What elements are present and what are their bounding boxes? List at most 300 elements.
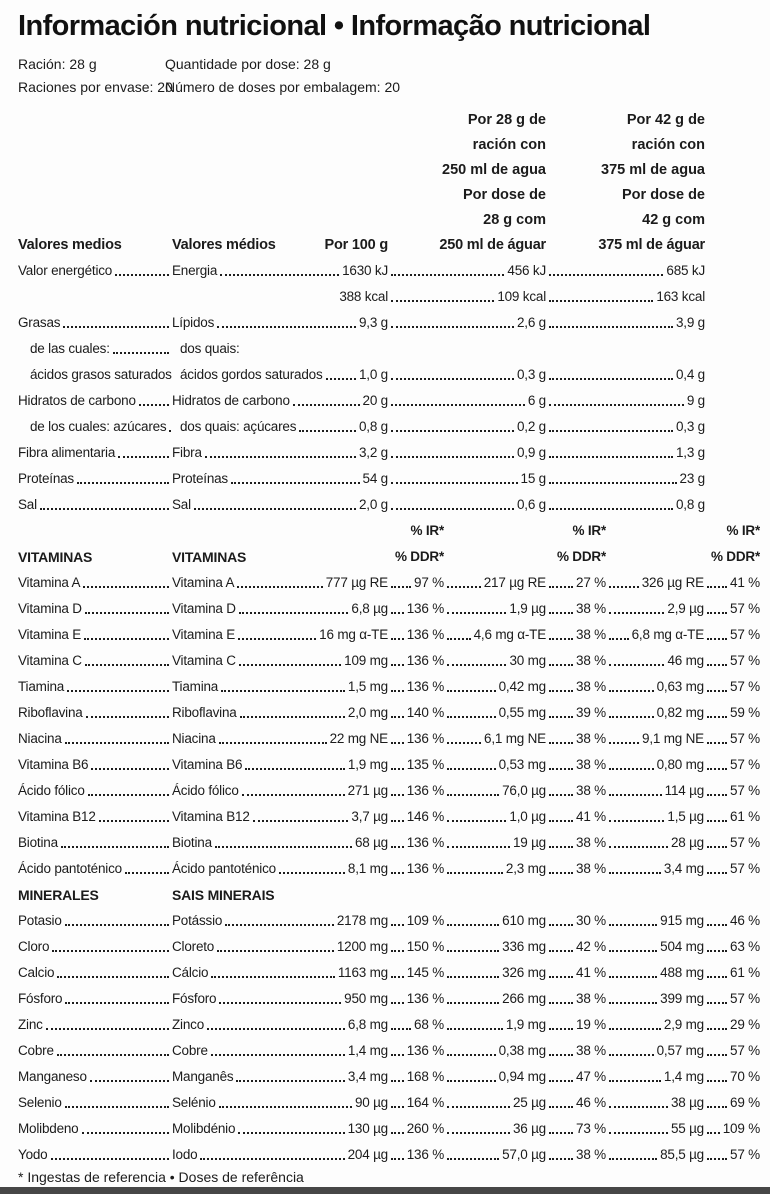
dot-leader: [125, 872, 169, 874]
dot-leader: [707, 846, 727, 848]
value-per-42g: 915 mg: [660, 913, 704, 929]
value-per-28g: 1,9 mg: [505, 1017, 546, 1033]
value-per-100g: 2,0 mg: [347, 705, 388, 721]
value-per-100g: 90 µg: [354, 1095, 388, 1111]
pct-ir-42g: 57 %: [730, 835, 760, 851]
pct-ir-42g: 59 %: [730, 705, 760, 721]
column-header-28g: 250 ml de águar: [439, 236, 546, 253]
dot-leader: [391, 1080, 404, 1082]
dot-leader: [549, 326, 673, 328]
dot-leader: [391, 404, 525, 406]
table-row: [18, 1034, 760, 1060]
nutrient-name-es: Biotina: [18, 835, 58, 851]
dot-leader: [549, 924, 573, 926]
nutrient-name-es: Vitamina A: [18, 575, 81, 591]
dot-leader: [90, 1080, 169, 1082]
nutrient-name-es: Vitamina B12: [18, 809, 96, 825]
value-per-42g: 163 kcal: [656, 289, 705, 305]
servings-per-pack-pt: Número de doses por embalagem: 20: [165, 78, 401, 95]
pct-ir-42g: 61 %: [730, 809, 760, 825]
dot-leader: [707, 638, 727, 640]
nutrient-name-pt: Energia: [172, 263, 218, 279]
nutrient-name-pt: Fibra: [172, 445, 202, 461]
dot-leader: [549, 456, 673, 458]
dot-leader: [391, 664, 404, 666]
dot-leader: [239, 664, 341, 666]
value-per-42g: 488 mg: [660, 965, 704, 981]
dot-leader: [83, 586, 169, 588]
dot-leader: [219, 742, 327, 744]
dot-leader: [391, 1106, 404, 1108]
table-row: [18, 280, 760, 306]
pct-ir-header-row: [18, 514, 760, 540]
dot-leader: [447, 638, 471, 640]
table-row: [18, 904, 760, 930]
value-per-28g: 4,6 mg α-TE: [473, 627, 546, 643]
nutrient-name-es: Vitamina D: [18, 601, 82, 617]
nutrient-name-es: Cloro: [18, 939, 50, 955]
pct-ir-100g: 140 %: [406, 705, 444, 721]
dot-leader: [118, 456, 169, 458]
nutrient-name-es: de las cuales:: [30, 341, 110, 357]
pct-ir-header: % IR*: [726, 523, 760, 539]
dot-leader: [391, 274, 504, 276]
nutrient-name-es: Molibdeno: [18, 1121, 79, 1137]
dot-leader: [113, 352, 169, 354]
value-per-28g: 0,55 mg: [498, 705, 546, 721]
pct-ir-42g: 41 %: [730, 575, 760, 591]
dot-leader: [67, 690, 169, 692]
table-row: [18, 800, 760, 826]
pct-ir-42g: 57 %: [730, 601, 760, 617]
dot-leader: [447, 872, 503, 874]
pct-ir-100g: 136 %: [406, 1043, 444, 1059]
nutrient-name-pt: Vitamina C: [172, 653, 236, 669]
value-per-28g: 2,6 g: [516, 315, 546, 331]
dot-leader: [211, 1054, 345, 1056]
pct-ir-42g: 69 %: [730, 1095, 760, 1111]
pct-ir-42g: 57 %: [730, 653, 760, 669]
dot-leader: [391, 794, 404, 796]
value-per-100g: 950 mg: [344, 991, 388, 1007]
pct-ir-28g: 73 %: [576, 1121, 606, 1137]
dot-leader: [447, 1028, 503, 1030]
dot-leader: [391, 1158, 404, 1160]
dot-leader: [52, 950, 169, 952]
dot-leader: [91, 768, 169, 770]
pct-ir-28g: 38 %: [576, 1043, 606, 1059]
dot-leader: [447, 742, 481, 744]
minerals-section-label: SAIS MINERAIS: [172, 886, 275, 903]
pct-ddr-header: % DDR*: [394, 549, 444, 565]
dot-leader: [391, 1028, 411, 1030]
dot-leader: [391, 1132, 404, 1134]
values-header-pt: Valores médios: [172, 236, 276, 253]
dot-leader: [707, 768, 727, 770]
column-header-42g: Por 42 g de: [626, 112, 705, 128]
dot-leader: [65, 742, 169, 744]
value-per-42g: 0,57 mg: [656, 1043, 704, 1059]
pct-ir-100g: 136 %: [406, 991, 444, 1007]
pct-ir-42g: 109 %: [722, 1121, 760, 1137]
table-row: [18, 852, 760, 878]
value-per-100g: 1,5 mg: [347, 679, 388, 695]
pct-ir-42g: 57 %: [730, 731, 760, 747]
value-per-100g: 6,8 mg: [347, 1017, 388, 1033]
dot-leader: [447, 1002, 499, 1004]
value-per-42g: 1,5 µg: [667, 809, 704, 825]
dot-leader: [391, 1054, 404, 1056]
dot-leader: [215, 846, 352, 848]
dot-leader: [57, 1054, 169, 1056]
pct-ddr-header: % DDR*: [556, 549, 606, 565]
nutrient-name-es: Selenio: [18, 1095, 62, 1111]
dot-leader: [609, 1158, 657, 1160]
value-per-42g: 685 kJ: [666, 263, 705, 279]
pct-ir-28g: 41 %: [576, 809, 606, 825]
table-row: [18, 618, 760, 644]
dot-leader: [447, 976, 499, 978]
dot-leader: [57, 976, 169, 978]
pct-ir-28g: 38 %: [576, 653, 606, 669]
dot-leader: [707, 1158, 727, 1160]
value-per-100g: 22 mg NE: [329, 731, 388, 747]
nutrient-name-pt: Vitamina B12: [172, 809, 250, 825]
table-row: [18, 1060, 760, 1086]
serving-size-row: [18, 50, 760, 73]
mineral-rows: [18, 904, 760, 1164]
dot-leader: [549, 742, 573, 744]
dot-leader: [65, 1106, 169, 1108]
dot-leader: [65, 1002, 169, 1004]
nutrient-name-pt: Potássio: [172, 913, 223, 929]
dot-leader: [139, 404, 169, 406]
dot-leader: [88, 794, 169, 796]
nutrient-name-es: Potasio: [18, 913, 62, 929]
pct-ir-28g: 38 %: [576, 835, 606, 851]
value-per-42g: 0,63 mg: [656, 679, 704, 695]
dot-leader: [82, 1132, 170, 1134]
pct-ir-28g: 38 %: [576, 601, 606, 617]
value-per-100g: 1163 mg: [337, 965, 388, 981]
dot-leader: [447, 586, 481, 588]
nutrient-name-es: Fibra alimentaria: [18, 445, 116, 461]
dot-leader: [609, 1054, 654, 1056]
value-per-28g: 6 g: [527, 393, 546, 409]
dot-leader: [447, 1158, 499, 1160]
value-per-42g: 504 mg: [660, 939, 704, 955]
value-per-28g: 6,1 mg NE: [484, 731, 546, 747]
dot-leader: [707, 586, 727, 588]
pct-ir-28g: 38 %: [576, 679, 606, 695]
value-per-100g: 6,8 µg: [351, 601, 388, 617]
servings-per-pack-es: Raciones por envase: 20: [18, 78, 173, 95]
table-row: [18, 1086, 760, 1112]
value-per-100g: 3,4 mg: [347, 1069, 388, 1085]
pct-ir-100g: 135 %: [406, 757, 444, 773]
dot-leader: [391, 872, 404, 874]
nutrient-name-es: Valor energético: [18, 263, 113, 279]
table-row: [18, 332, 760, 358]
value-per-100g: 1,4 mg: [347, 1043, 388, 1059]
dot-leader: [609, 950, 657, 952]
dot-leader: [549, 1028, 573, 1030]
dot-leader: [391, 586, 411, 588]
dot-leader: [391, 456, 514, 458]
value-per-42g: 1,4 mg: [663, 1069, 704, 1085]
nutrient-name-pt: Lípidos: [172, 315, 215, 331]
dot-leader: [391, 690, 404, 692]
column-header-42g: 375 ml de agua: [601, 162, 705, 178]
value-per-42g: 6,8 mg α-TE: [631, 627, 704, 643]
pct-ir-42g: 29 %: [730, 1017, 760, 1033]
dot-leader: [609, 924, 657, 926]
dot-leader: [549, 300, 653, 302]
nutrient-name-es: Grasas: [18, 315, 61, 331]
dot-leader: [707, 664, 727, 666]
dot-leader: [447, 1106, 510, 1108]
dot-leader: [707, 612, 727, 614]
value-per-100g: 20 g: [362, 393, 388, 409]
value-per-100g: 1630 kJ: [342, 263, 388, 279]
nutrient-name-pt: Cobre: [172, 1043, 208, 1059]
nutrient-name-pt: Vitamina A: [172, 575, 235, 591]
dot-leader: [447, 794, 499, 796]
nutrient-name-pt: Biotina: [172, 835, 212, 851]
nutrient-name-es: Vitamina B6: [18, 757, 89, 773]
pct-ir-42g: 57 %: [730, 1147, 760, 1163]
dot-leader: [549, 1132, 573, 1134]
nutrient-name-pt: dos quais:: [180, 341, 240, 357]
table-row: [18, 488, 760, 514]
dot-leader: [194, 508, 356, 510]
value-per-42g: 0,8 g: [675, 497, 705, 513]
pct-ir-header: % IR*: [410, 523, 444, 539]
value-per-28g: 0,94 mg: [498, 1069, 546, 1085]
value-per-100g: 54 g: [362, 471, 388, 487]
value-per-100g: 1,0 g: [358, 367, 388, 383]
table-row: [18, 774, 760, 800]
dot-leader: [391, 508, 514, 510]
dot-leader: [609, 872, 661, 874]
pct-ir-28g: 47 %: [576, 1069, 606, 1085]
value-per-28g: 336 mg: [502, 939, 546, 955]
nutrient-name-es: Niacina: [18, 731, 62, 747]
value-per-100g: 130 µg: [347, 1121, 388, 1137]
value-per-28g: 57,0 µg: [502, 1147, 546, 1163]
pct-ir-100g: 136 %: [406, 627, 444, 643]
value-per-28g: 0,42 mg: [498, 679, 546, 695]
dot-leader: [707, 742, 727, 744]
dot-leader: [391, 1002, 404, 1004]
table-row: [18, 644, 760, 670]
bottom-bar: [0, 1187, 770, 1194]
value-per-100g: 68 µg: [354, 835, 388, 851]
dot-leader: [549, 482, 677, 484]
dot-leader: [391, 482, 518, 484]
value-per-28g: 2,3 mg: [505, 861, 546, 877]
nutrient-name-pt: Vitamina B6: [172, 757, 243, 773]
dot-leader: [609, 638, 629, 640]
value-per-42g: 326 µg RE: [641, 575, 704, 591]
nutrient-name-pt: Cálcio: [172, 965, 209, 981]
value-per-28g: 266 mg: [502, 991, 546, 1007]
value-per-100g: 3,7 µg: [351, 809, 388, 825]
value-per-100g: 16 mg α-TE: [319, 627, 388, 643]
table-row: [18, 436, 760, 462]
value-per-100g: 388 kcal: [339, 289, 388, 305]
nutrient-name-pt: Manganês: [172, 1069, 234, 1085]
dot-leader: [211, 976, 335, 978]
table-row: [18, 306, 760, 332]
dot-leader: [707, 794, 727, 796]
dot-leader: [707, 1054, 727, 1056]
dot-leader: [549, 768, 573, 770]
dot-leader: [279, 872, 345, 874]
dot-leader: [549, 612, 573, 614]
dot-leader: [225, 924, 334, 926]
table-row: [18, 462, 760, 488]
pct-ir-28g: 41 %: [576, 965, 606, 981]
value-per-100g: 777 µg RE: [325, 575, 388, 591]
pct-ir-28g: 19 %: [576, 1017, 606, 1033]
value-per-28g: 109 kcal: [497, 289, 546, 305]
dot-leader: [609, 846, 668, 848]
pct-ir-100g: 97 %: [414, 575, 444, 591]
table-row: [18, 982, 760, 1008]
value-per-28g: 326 mg: [502, 965, 546, 981]
page-title: Información nutricional • Informação nutricional: [18, 10, 651, 42]
dot-leader: [609, 1028, 661, 1030]
pct-ir-100g: 136 %: [406, 653, 444, 669]
dot-leader: [391, 976, 404, 978]
column-header-42g: 375 ml de águar: [598, 236, 705, 253]
dot-leader: [238, 1132, 344, 1134]
servings-per-pack-row: [18, 73, 760, 96]
dot-leader: [40, 508, 169, 510]
nutrient-name-es: Fósforo: [18, 991, 63, 1007]
nutrient-name-es: Sal: [18, 497, 37, 513]
value-per-100g: 0,8 g: [358, 419, 388, 435]
pct-ir-28g: 38 %: [576, 627, 606, 643]
pct-ir-100g: 136 %: [406, 861, 444, 877]
value-per-42g: 28 µg: [670, 835, 704, 851]
pct-ir-28g: 38 %: [576, 991, 606, 1007]
dot-leader: [447, 924, 499, 926]
nutrient-name-pt: Vitamina E: [172, 627, 236, 643]
table-header-row: [18, 228, 760, 254]
dot-leader: [549, 846, 573, 848]
pct-ir-42g: 46 %: [730, 913, 760, 929]
dot-leader: [447, 846, 510, 848]
value-per-42g: 1,3 g: [675, 445, 705, 461]
nutrient-name-pt: Vitamina D: [172, 601, 236, 617]
value-per-100g: 271 µg: [347, 783, 388, 799]
dot-leader: [447, 1054, 496, 1056]
nutrient-name-pt: Zinco: [172, 1017, 205, 1033]
dot-leader: [549, 1002, 573, 1004]
macronutrient-rows: [18, 254, 760, 514]
table-row: [18, 826, 760, 852]
dot-leader: [236, 1080, 344, 1082]
dot-leader: [609, 1132, 668, 1134]
value-per-100g: 109 mg: [344, 653, 388, 669]
nutrient-name-pt: Riboflavina: [172, 705, 237, 721]
dot-leader: [207, 1028, 345, 1030]
nutrient-name-pt: Niacina: [172, 731, 216, 747]
pct-ir-100g: 146 %: [406, 809, 444, 825]
dot-leader: [299, 430, 356, 432]
nutrient-name-es: Tiamina: [18, 679, 65, 695]
vitamin-rows: [18, 566, 760, 878]
serving-size-pt: Quantidade por dose: 28 g: [165, 55, 331, 72]
dot-leader: [549, 378, 673, 380]
dot-leader: [549, 508, 673, 510]
value-per-28g: 1,0 µg: [509, 809, 546, 825]
value-per-42g: 399 mg: [660, 991, 704, 1007]
dot-leader: [609, 976, 657, 978]
dot-leader: [217, 326, 356, 328]
dot-leader: [549, 872, 573, 874]
dot-leader: [609, 664, 664, 666]
value-per-42g: 9 g: [686, 393, 705, 409]
dot-leader: [46, 1028, 169, 1030]
dot-leader: [205, 456, 356, 458]
column-header-28g: Por dose de: [463, 187, 546, 203]
dot-leader: [609, 820, 664, 822]
pct-ir-header: % IR*: [572, 523, 606, 539]
nutrient-name-pt: Ácido fólico: [172, 783, 239, 799]
dot-leader: [391, 300, 494, 302]
dot-leader: [549, 820, 573, 822]
nutrient-name-es: Manganeso: [18, 1069, 87, 1085]
pct-ir-28g: 38 %: [576, 757, 606, 773]
dot-leader: [391, 612, 404, 614]
dot-leader: [549, 716, 573, 718]
vitamins-section-label: VITAMINAS: [172, 548, 247, 565]
dot-leader: [549, 586, 573, 588]
dot-leader: [447, 768, 496, 770]
pct-ir-100g: 150 %: [406, 939, 444, 955]
dot-leader: [221, 690, 345, 692]
nutrient-name-pt: Hidratos de carbono: [172, 393, 290, 409]
value-per-28g: 0,6 g: [516, 497, 546, 513]
dot-leader: [85, 612, 169, 614]
dot-leader: [609, 586, 639, 588]
dot-leader: [391, 846, 404, 848]
table-row: [18, 956, 760, 982]
value-per-42g: 0,4 g: [675, 367, 705, 383]
value-per-28g: 217 µg RE: [483, 575, 546, 591]
value-per-100g: 3,2 g: [358, 445, 388, 461]
pct-ir-42g: 57 %: [730, 757, 760, 773]
dot-leader: [707, 690, 727, 692]
dot-leader: [549, 1158, 573, 1160]
pct-ir-28g: 39 %: [576, 705, 606, 721]
nutrient-name-es: Hidratos de carbono: [18, 393, 136, 409]
table-row: [18, 722, 760, 748]
dot-leader: [239, 612, 349, 614]
nutrient-name-es: ácidos grasos saturados: [30, 367, 172, 383]
dot-leader: [391, 378, 514, 380]
value-per-28g: 0,3 g: [516, 367, 546, 383]
dot-leader: [391, 638, 404, 640]
pct-ir-28g: 27 %: [576, 575, 606, 591]
dot-leader: [238, 638, 316, 640]
pct-ir-100g: 260 %: [406, 1121, 444, 1137]
minerals-section-row: [18, 878, 760, 904]
value-per-42g: 0,82 mg: [656, 705, 704, 721]
